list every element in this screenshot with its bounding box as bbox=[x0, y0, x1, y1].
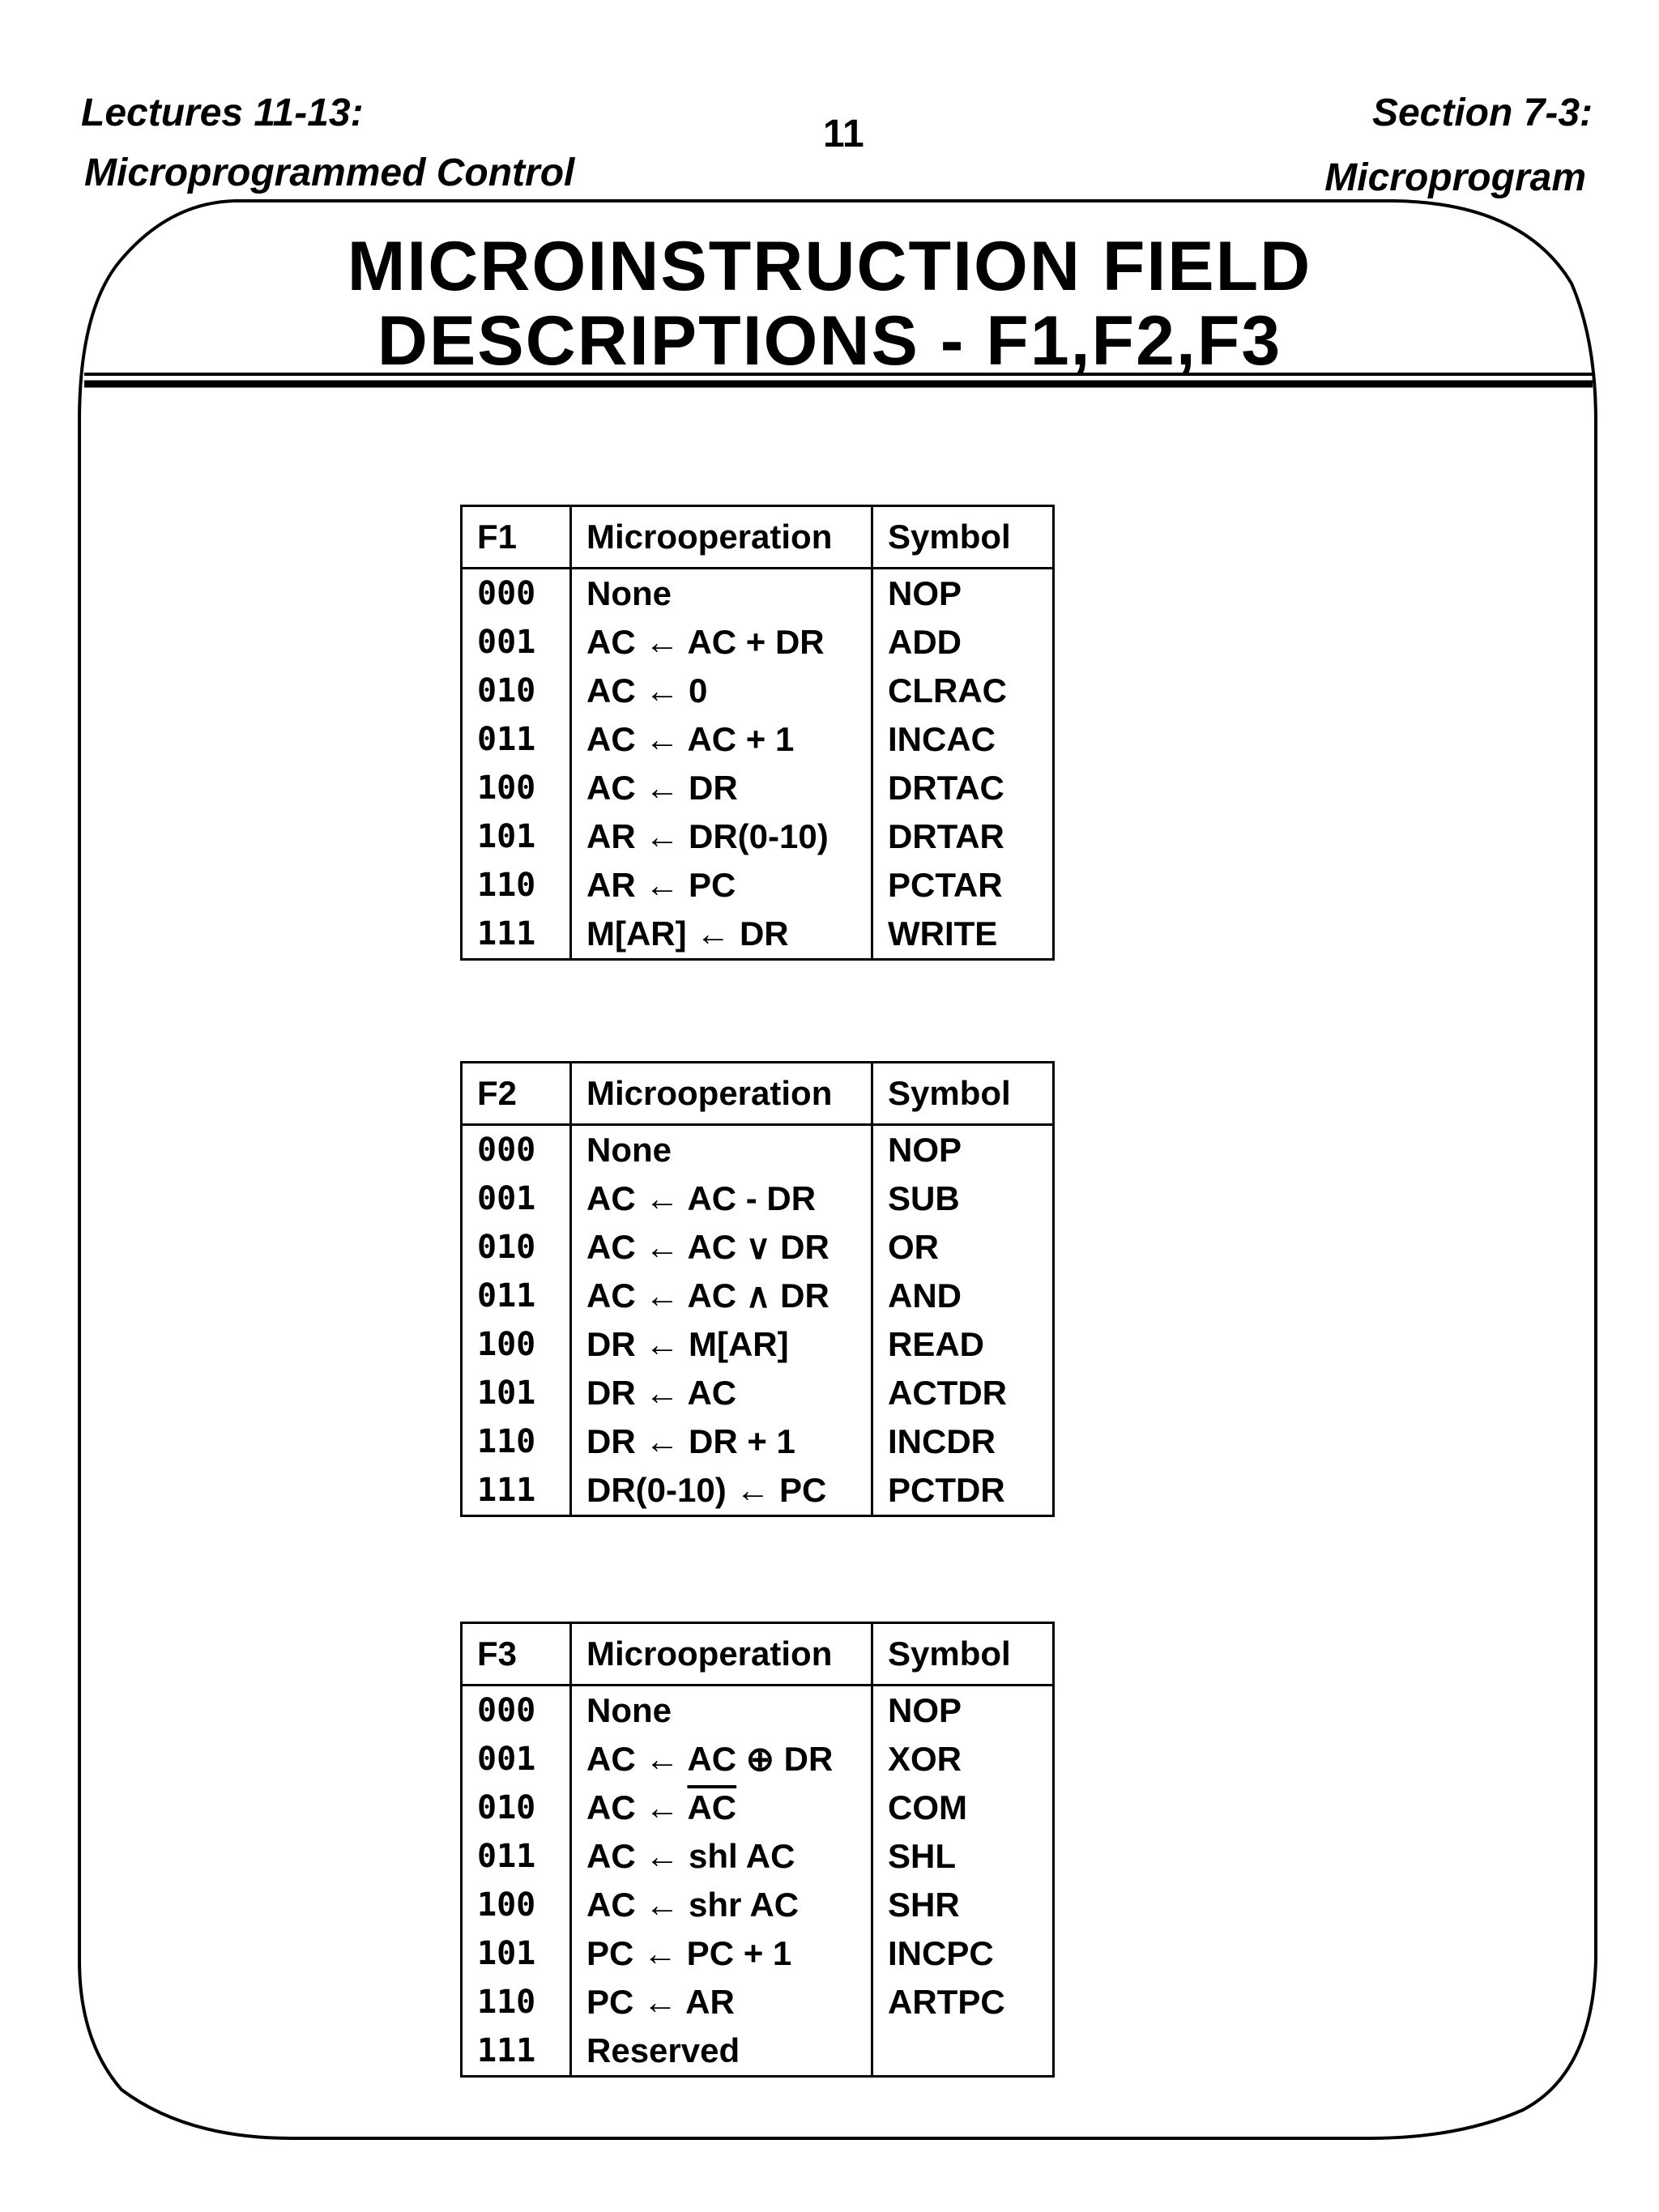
field-code: 101 bbox=[462, 1369, 571, 1417]
table-row bbox=[462, 1881, 1054, 1929]
field-code: 101 bbox=[462, 1929, 571, 1978]
microoperation: Reserved bbox=[571, 2027, 872, 2077]
table-row bbox=[462, 910, 1054, 960]
column-header-symbol: Symbol bbox=[872, 506, 1054, 569]
symbol: NOP bbox=[872, 569, 1054, 619]
column-header-field: F3 bbox=[462, 1623, 571, 1686]
column-header-field: F1 bbox=[462, 506, 571, 569]
microoperation: AC ← AC - DR bbox=[571, 1174, 872, 1223]
field-code: 110 bbox=[462, 861, 571, 910]
microoperation: AC ← shr AC bbox=[571, 1881, 872, 1929]
column-header-microoperation: Microoperation bbox=[571, 506, 872, 569]
field-code: 110 bbox=[462, 1417, 571, 1466]
symbol: NOP bbox=[872, 1125, 1054, 1175]
column-header-symbol: Symbol bbox=[872, 1623, 1054, 1686]
column-header-microoperation: Microoperation bbox=[571, 1623, 872, 1686]
field-code: 011 bbox=[462, 1832, 571, 1881]
lecture-label: Lectures 11-13: bbox=[81, 92, 364, 134]
symbol: AND bbox=[872, 1272, 1054, 1320]
field-code: 001 bbox=[462, 618, 571, 667]
symbol: INCPC bbox=[872, 1929, 1054, 1978]
field-code: 001 bbox=[462, 1735, 571, 1784]
symbol: SUB bbox=[872, 1174, 1054, 1223]
symbol: INCDR bbox=[872, 1417, 1054, 1466]
microoperation: None bbox=[571, 1686, 872, 1736]
microoperation: AR ← DR(0-10) bbox=[571, 812, 872, 861]
field-code: 010 bbox=[462, 667, 571, 715]
symbol bbox=[872, 2027, 1054, 2077]
table-row bbox=[462, 1466, 1054, 1516]
symbol: OR bbox=[872, 1223, 1054, 1272]
symbol: WRITE bbox=[872, 910, 1054, 960]
symbol: PCTAR bbox=[872, 861, 1054, 910]
table-header-row bbox=[462, 1063, 1054, 1125]
symbol: READ bbox=[872, 1320, 1054, 1369]
microoperation: AC ← AC ⊕ DR bbox=[571, 1735, 872, 1784]
symbol: DRTAR bbox=[872, 812, 1054, 861]
symbol: SHR bbox=[872, 1881, 1054, 1929]
microoperation: AC ← shl AC bbox=[571, 1832, 872, 1881]
table-header-row bbox=[462, 1623, 1054, 1686]
symbol: ACTDR bbox=[872, 1369, 1054, 1417]
symbol: COM bbox=[872, 1784, 1054, 1832]
microoperation: AC ← AC + DR bbox=[571, 618, 872, 667]
table-row bbox=[462, 1735, 1054, 1784]
table-row bbox=[462, 2027, 1054, 2077]
section-title: Microprogram bbox=[1324, 156, 1586, 199]
column-header-symbol: Symbol bbox=[872, 1063, 1054, 1125]
field-code: 111 bbox=[462, 910, 571, 960]
column-header-field: F2 bbox=[462, 1063, 571, 1125]
microoperation: DR(0-10) ← PC bbox=[571, 1466, 872, 1516]
page-number: 11 bbox=[823, 113, 864, 156]
microoperation: AC ← AC ∨ DR bbox=[571, 1223, 872, 1272]
field-code: 000 bbox=[462, 1686, 571, 1736]
table-row bbox=[462, 1174, 1054, 1223]
chapter-title: Microprogrammed Control bbox=[84, 151, 575, 194]
table-row bbox=[462, 812, 1054, 861]
microoperation: PC ← PC + 1 bbox=[571, 1929, 872, 1978]
f1-table bbox=[460, 505, 1055, 961]
symbol: PCTDR bbox=[872, 1466, 1054, 1516]
field-code: 011 bbox=[462, 715, 571, 764]
section-label: Section 7-3: bbox=[1371, 92, 1593, 134]
field-code: 001 bbox=[462, 1174, 571, 1223]
symbol: NOP bbox=[872, 1686, 1054, 1736]
microoperation: AC ← $\overline{AC}$ bbox=[571, 1784, 872, 1832]
f3-table bbox=[460, 1622, 1055, 2078]
column-header-microoperation: Microoperation bbox=[571, 1063, 872, 1125]
symbol: ARTPC bbox=[872, 1978, 1054, 2027]
table-row bbox=[462, 618, 1054, 667]
table-row bbox=[462, 1978, 1054, 2027]
table-row bbox=[462, 1320, 1054, 1369]
symbol: XOR bbox=[872, 1735, 1054, 1784]
microoperation: AC ← AC + 1 bbox=[571, 715, 872, 764]
f2-table bbox=[460, 1061, 1055, 1517]
table-row bbox=[462, 1784, 1054, 1832]
table-row bbox=[462, 1272, 1054, 1320]
field-code: 100 bbox=[462, 1320, 571, 1369]
field-code: 101 bbox=[462, 812, 571, 861]
field-code: 100 bbox=[462, 1881, 571, 1929]
slide-title-line1: MICROINSTRUCTION FIELD bbox=[347, 228, 1312, 305]
symbol: CLRAC bbox=[872, 667, 1054, 715]
symbol: INCAC bbox=[872, 715, 1054, 764]
table-row bbox=[462, 1125, 1054, 1175]
table-row bbox=[462, 861, 1054, 910]
microoperation: DR ← DR + 1 bbox=[571, 1417, 872, 1466]
microoperation: M[AR] ← DR bbox=[571, 910, 872, 960]
microoperation: DR ← AC bbox=[571, 1369, 872, 1417]
complement-operand: $\overline{AC}$ bbox=[687, 1788, 737, 1826]
microoperation: DR ← M[AR] bbox=[571, 1320, 872, 1369]
field-code: 000 bbox=[462, 1125, 571, 1175]
table-row bbox=[462, 569, 1054, 619]
microoperation: None bbox=[571, 569, 872, 619]
microoperation: AR ← PC bbox=[571, 861, 872, 910]
table-row bbox=[462, 1929, 1054, 1978]
field-code: 100 bbox=[462, 764, 571, 812]
table-row bbox=[462, 1369, 1054, 1417]
symbol: ADD bbox=[872, 618, 1054, 667]
symbol: DRTAC bbox=[872, 764, 1054, 812]
field-code: 111 bbox=[462, 1466, 571, 1516]
table-row bbox=[462, 667, 1054, 715]
symbol: SHL bbox=[872, 1832, 1054, 1881]
table-header-row bbox=[462, 506, 1054, 569]
microoperation: PC ← AR bbox=[571, 1978, 872, 2027]
table-row bbox=[462, 1832, 1054, 1881]
microoperation: AC ← DR bbox=[571, 764, 872, 812]
microoperation: AC ← 0 bbox=[571, 667, 872, 715]
field-code: 010 bbox=[462, 1223, 571, 1272]
table-row bbox=[462, 1686, 1054, 1736]
table-row bbox=[462, 1417, 1054, 1466]
microoperation: None bbox=[571, 1125, 872, 1175]
microoperation: AC ← AC ∧ DR bbox=[571, 1272, 872, 1320]
slide-title-line2: DESCRIPTIONS - F1,F2,F3 bbox=[377, 302, 1282, 380]
field-code: 111 bbox=[462, 2027, 571, 2077]
field-code: 110 bbox=[462, 1978, 571, 2027]
field-code: 011 bbox=[462, 1272, 571, 1320]
field-code: 000 bbox=[462, 569, 571, 619]
table-row bbox=[462, 764, 1054, 812]
table-row bbox=[462, 1223, 1054, 1272]
field-code: 010 bbox=[462, 1784, 571, 1832]
table-row bbox=[462, 715, 1054, 764]
